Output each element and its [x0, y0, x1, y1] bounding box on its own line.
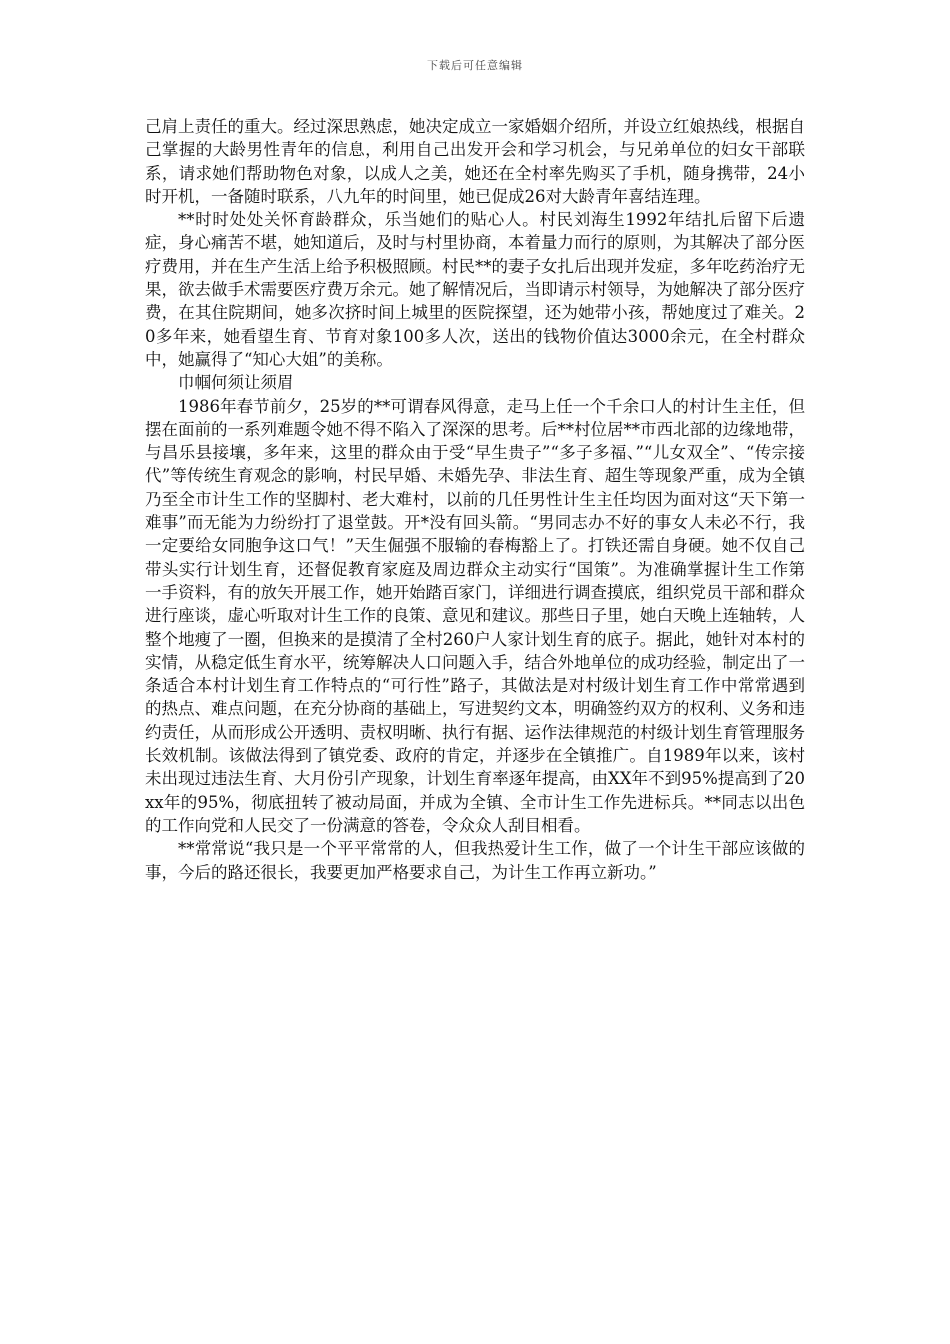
article-body	[145, 115, 805, 884]
paragraph-continuation: 己肩上责任的重大。经过深思熟虑，她决定成立一家婚姻介绍所，并设立红娘热线，根据自己掌握的大龄男性青年的信息，利用自己出发开会和学习机会，与兄弟单位的妇女干部联系，请求她们帮助物色对象，以成人之美，她还在全村率先购买了手机，随身携带，24小时开机，一备随时联系，八九年的时间里，她已促成26对大龄青年喜结连理。	[145, 117, 805, 206]
header-note: 下载后可任意编辑	[427, 59, 523, 72]
paragraph-quote: **常常说“我只是一个平平常常的人，但我热爱计生工作，做了一个计生干部应该做的事，今后的路还很长，我要更加严格要求自己，为计生工作再立新功。”	[145, 839, 805, 882]
paragraph-care: **时时处处关怀育龄群众，乐当她们的贴心人。村民刘海生1992年结扎后留下后遗症，身心痛苦不堪，她知道后，及时与村里协商，本着量力而行的原则，为其解决了部分医疗费用，并在生产生活上给予积极照顾。村民**的妻子女扎后出现并发症，多年吃药治疗无果，欲去做手术需要医疗费万余元。她了解情况后，当即请示村领导，为她解决了部分医疗费，在其住院期间，她多次挤时间上城里的医院探望，还为她带小孩，帮她度过了难关。20多年来，她看望生育、节育对象100多人次，送出的钱物价值达3000余元，在全村群众中，她赢得了“知心大姐”的美称。	[145, 210, 805, 369]
section-heading: 巾帼何须让须眉	[178, 373, 294, 393]
paragraph-history: 1986年春节前夕，25岁的**可谓春风得意，走马上任一个千余口人的村计生主任，但摆在面前的一系列难题令她不得不陷入了深深的思考。后**村位居**市西北部的边缘地带，与昌乐县接壤，多年来，这里的群众由于受“早生贵子”“多子多福、”“儿女双全”、“传宗接代”等传统生育观念的影响，村民早婚、未婚先孕、非法生育、超生等现象严重，成为全镇乃至全市计生工作的坚脚村、老大难村，以前的几任男性计生主任均因为面对这“天下第一难事”而无能为力纷纷打了退堂鼓。开*没有回头箭。“男同志办不好的事女人未必不行，我一定要给女同胞争这口气！”天生倔强不服输的春梅豁上了。打铁还需自身硬。她不仅自己带头实行计划生育，还督促教育家庭及周边群众主动实行“国策”。为准确掌握计生工作第一手资料，有的放矢开展工作，她开始踏百家门，详细进行调查摸底，组织党员干部和群众进行座谈，虚心听取对计生工作的良策、意见和建议。那些日子里，她白天晚上连轴转，人整个地瘦了一圈，但换来的是摸清了全村260户人家计划生育的底子。据此，她针对本村的实情，从稳定低生育水平，统筹解决人口问题入手，结合外地单位的成功经验，制定出了一条适合本村计划生育工作特点的“可行性”路子，其做法是对村级计划生育工作中常常遇到的热点、难点问题，在充分协商的基础上，写进契约文本，明确签约双方的权利、义务和违约责任，从而形成公开透明、责权明晰、执行有据、运作法律规范的村级计划生育管理服务长效机制。该做法得到了镇党委、政府的肯定，并逐步在全镇推广。自1989年以来，该村未出现过违法生育、大月份引产现象，计划生育率逐年提高，由XX年不到95%提高到了20xx年的95%，彻底扭转了被动局面，并成为全镇、全市计生工作先进标兵。**同志以出色的工作向党和人民交了一份满意的答卷，令众众人刮目相看。	[145, 396, 805, 835]
